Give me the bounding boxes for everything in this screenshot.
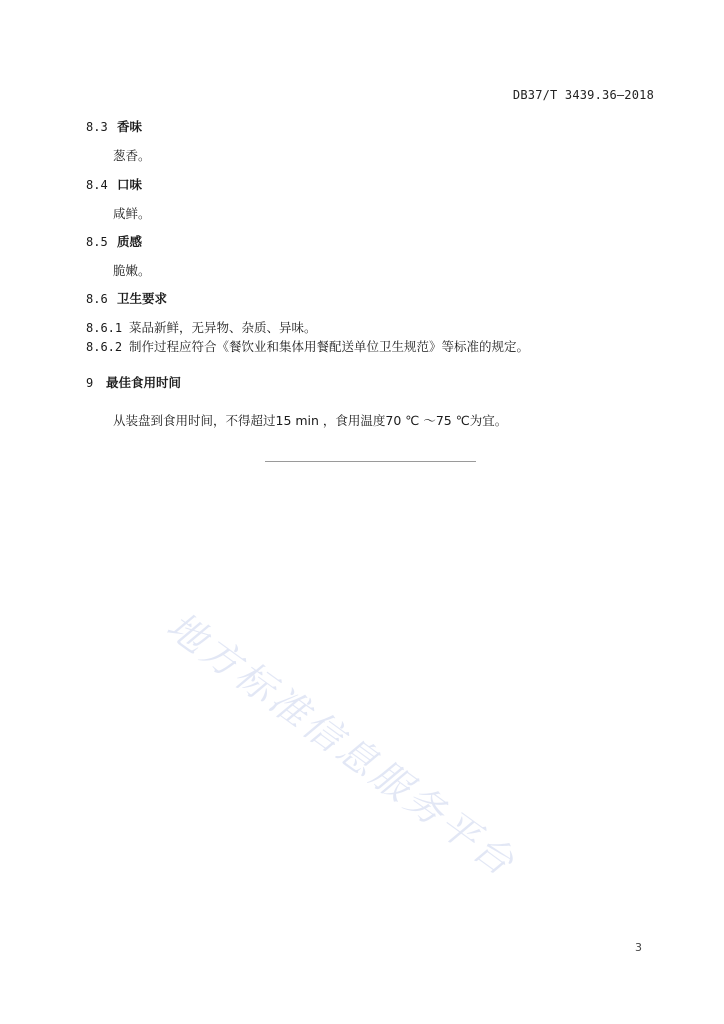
section-8-5-body: 脆嫩。 <box>113 263 151 278</box>
section-number: 8.5 <box>86 235 108 249</box>
section-number: 8.4 <box>86 178 108 192</box>
section-number: 9 <box>86 376 94 390</box>
page-number: 3 <box>635 941 642 954</box>
clause-text: 制作过程应符合《餐饮业和集体用餐配送单位卫生规范》等标准的规定。 <box>129 339 530 354</box>
section-8-4-body: 咸鲜。 <box>113 206 151 221</box>
clause-number: 8.6.2 <box>86 340 123 354</box>
clause-8-6-2 <box>86 339 529 355</box>
section-8-5-heading <box>86 234 142 250</box>
section-9-heading <box>86 375 181 391</box>
section-8-3-body: 葱香。 <box>113 148 151 163</box>
section-title: 最佳食用时间 <box>106 375 182 390</box>
end-of-document-rule <box>265 461 476 462</box>
section-8-6-heading <box>86 291 167 307</box>
section-title: 口味 <box>117 177 143 192</box>
clause-text: 菜品新鲜，无异物、杂质、异味。 <box>129 320 317 335</box>
section-8-4-heading <box>86 177 142 193</box>
section-8-3-heading <box>86 119 142 135</box>
standard-code: DB37/T 3439.36—2018 <box>512 88 654 102</box>
section-title: 卫生要求 <box>117 291 168 306</box>
watermark: 地方标准信息服务平台 <box>158 603 525 886</box>
section-9-body: 从装盘到食用时间，不得超过15 min ，食用温度70 ℃ ～75 ℃为宜。 <box>113 413 508 428</box>
section-title: 质感 <box>117 234 143 249</box>
clause-number: 8.6.1 <box>86 321 123 335</box>
clause-8-6-1 <box>86 320 317 336</box>
section-number: 8.3 <box>86 120 108 134</box>
section-title: 香味 <box>117 119 143 134</box>
section-number: 8.6 <box>86 292 108 306</box>
